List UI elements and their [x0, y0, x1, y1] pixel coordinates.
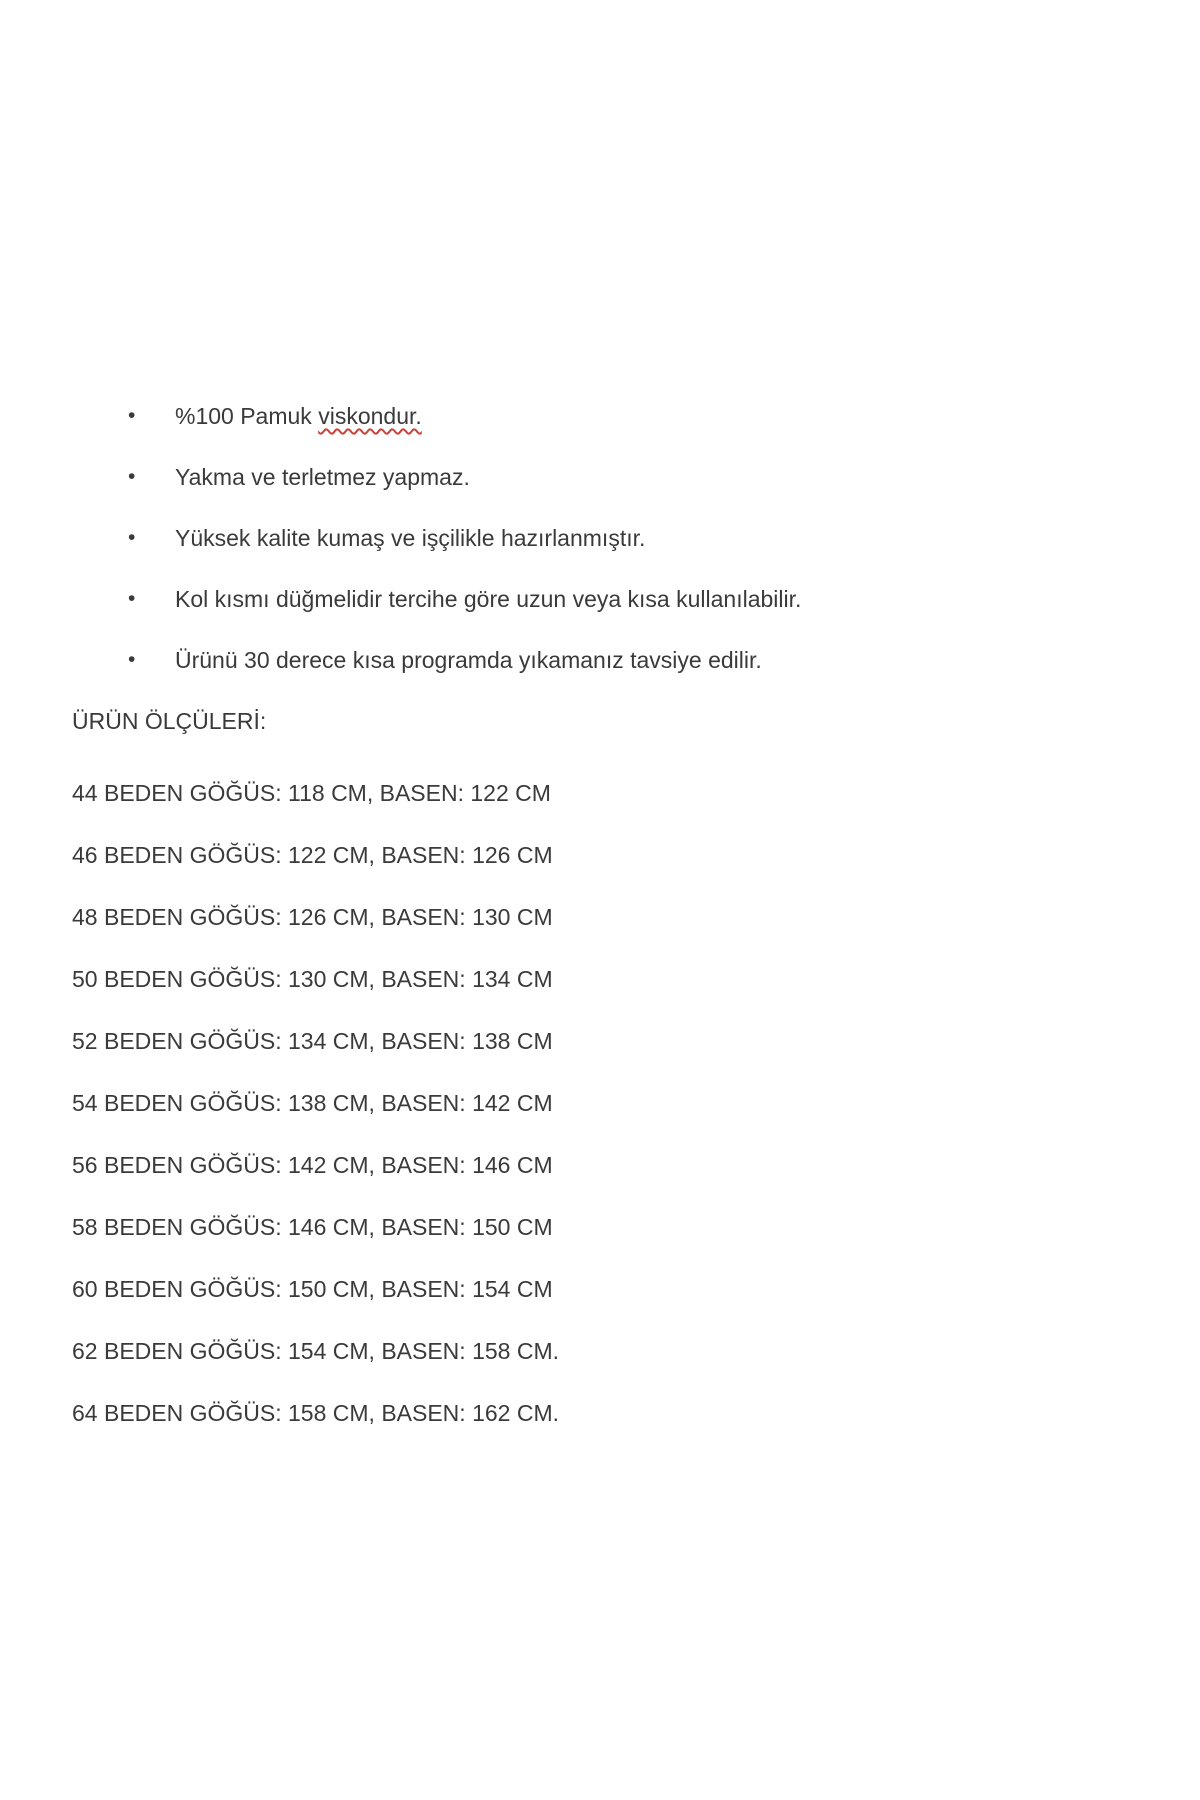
bullet-icon: • — [128, 465, 136, 488]
spellcheck-underlined-word: viskondur. — [318, 403, 422, 429]
bullet-icon: • — [128, 526, 136, 549]
bullet-text: Ürünü 30 derece kısa programda yıkamanız tavsiye edilir. — [175, 647, 762, 673]
size-line: 54 BEDEN GÖĞÜS: 138 CM, BASEN: 142 CM — [72, 1090, 553, 1116]
bullet-item — [72, 524, 1140, 552]
size-line: 56 BEDEN GÖĞÜS: 142 CM, BASEN: 146 CM — [72, 1152, 553, 1178]
size-line: 46 BEDEN GÖĞÜS: 122 CM, BASEN: 126 CM — [72, 842, 553, 868]
bullet-icon: • — [128, 648, 136, 671]
size-line: 52 BEDEN GÖĞÜS: 134 CM, BASEN: 138 CM — [72, 1028, 553, 1054]
size-line: 64 BEDEN GÖĞÜS: 158 CM, BASEN: 162 CM. — [72, 1400, 559, 1426]
bullet-text: Kol kısmı düğmelidir tercihe göre uzun veya kısa kullanılabilir. — [175, 586, 802, 612]
bullet-text — [175, 402, 422, 430]
bullet-text-prefix: %100 Pamuk — [175, 403, 319, 429]
bullet-icon: • — [128, 404, 136, 427]
bullet-text: Yakma ve terletmez yapmaz. — [175, 464, 470, 490]
size-line: 44 BEDEN GÖĞÜS: 118 CM, BASEN: 122 CM — [72, 780, 551, 806]
size-line: 50 BEDEN GÖĞÜS: 130 CM, BASEN: 134 CM — [72, 966, 553, 992]
size-line: 48 BEDEN GÖĞÜS: 126 CM, BASEN: 130 CM — [72, 904, 553, 930]
size-list — [72, 779, 1140, 1427]
bullet-item — [72, 646, 1140, 674]
section-heading: ÜRÜN ÖLÇÜLERİ: — [72, 708, 267, 734]
bullet-item — [72, 585, 1140, 613]
product-feature-list — [72, 402, 1140, 674]
bullet-icon: • — [128, 587, 136, 610]
size-line: 62 BEDEN GÖĞÜS: 154 CM, BASEN: 158 CM. — [72, 1338, 559, 1364]
bullet-text: Yüksek kalite kumaş ve işçilikle hazırlanmıştır. — [175, 525, 646, 551]
bullet-item — [72, 463, 1140, 491]
size-line: 58 BEDEN GÖĞÜS: 146 CM, BASEN: 150 CM — [72, 1214, 553, 1240]
bullet-item — [72, 402, 1140, 430]
size-line: 60 BEDEN GÖĞÜS: 150 CM, BASEN: 154 CM — [72, 1276, 553, 1302]
